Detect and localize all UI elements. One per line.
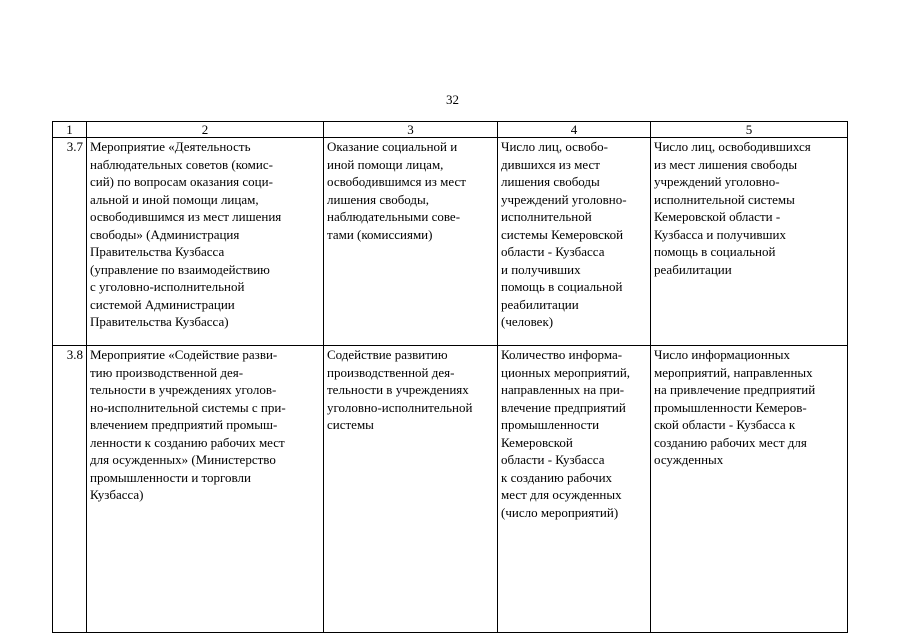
measure-content-cell: Содействие развитию производственной дея- тельности в учреждениях уголовно-исполнительной системы (324, 346, 498, 633)
table-row (53, 138, 848, 346)
row-number: 3.8 (53, 346, 87, 633)
table-row (53, 346, 848, 633)
header-col-1: 1 (53, 122, 87, 138)
header-col-2: 2 (87, 122, 324, 138)
row-number: 3.7 (53, 138, 87, 346)
table-header-row (53, 122, 848, 138)
indicator-name-cell: Число лиц, освобо- дившихся из мест лишения свободы учреждений уголовно- исполнительной системы Кемеровской области - Кузбасса и получивших помощь в социальной реабилитации (человек) (498, 138, 651, 346)
measure-content-cell: Оказание социальной и иной помощи лицам, освободившимся из мест лишения свободы, наблюдательными сове- тами (комиссиями) (324, 138, 498, 346)
measure-name-cell: Мероприятие «Содействие разви- тию производственной дея- тельности в учреждениях уголов- но-исполнительной системы с при- влечением предприятий промыш- ленности к созданию рабочих мест для осужденных» (Министерство промышленности и торговли Кузбасса) (87, 346, 324, 633)
indicator-description-cell: Число информационных мероприятий, направленных на привлечение предприятий промышленности Кемеров- ской области - Кузбасса к созданию рабочих мест для осужденных (651, 346, 848, 633)
program-table (52, 121, 848, 633)
measure-name-cell: Мероприятие «Деятельность наблюдательных советов (комис- сий) по вопросам оказания соци- альной и иной помощи лицам, освободившимся из мест лишения свободы» (Администрация Правительства Кузбасса (управление по взаимодействию с уголовно-исполнительной системой Администрации Правительства Кузбасса) (87, 138, 324, 346)
indicator-description-cell: Число лиц, освободившихся из мест лишения свободы учреждений уголовно- исполнительной системы Кемеровской области - Кузбасса и получивших помощь в социальной реабилитации (651, 138, 848, 346)
header-col-3: 3 (324, 122, 498, 138)
page-number: 32 (446, 92, 459, 107)
header-col-5: 5 (651, 122, 848, 138)
indicator-name-cell: Количество информа- ционных мероприятий, направленных на при- влечение предприятий промышленности Кемеровской области - Кузбасса к созданию рабочих мест для осужденных (число мероприятий) (498, 346, 651, 633)
header-col-4: 4 (498, 122, 651, 138)
